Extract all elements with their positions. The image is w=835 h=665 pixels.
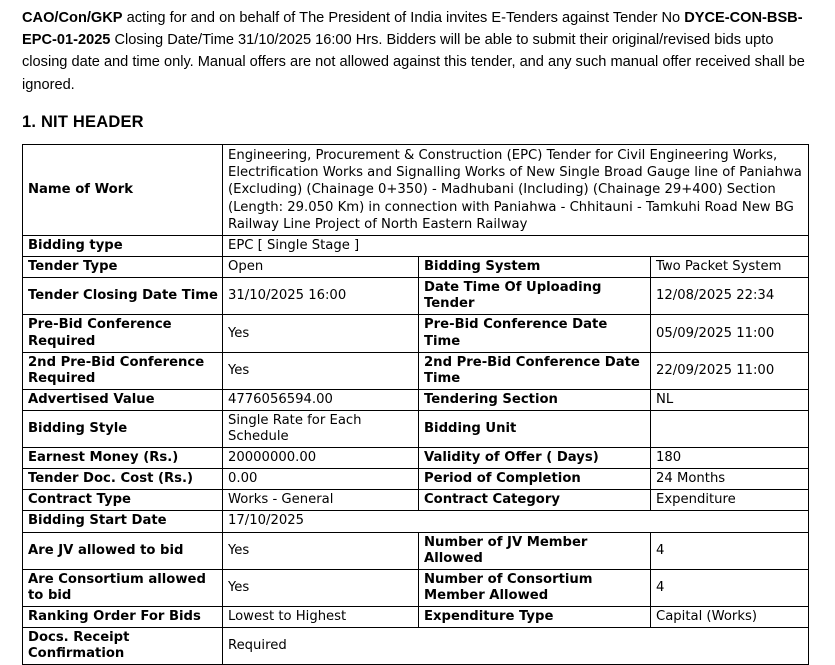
row-label-secondary: Bidding Unit xyxy=(419,410,651,447)
row-label: Earnest Money (Rs.) xyxy=(23,448,223,469)
row-value: Yes xyxy=(223,532,419,569)
row-value: 31/10/2025 16:00 xyxy=(223,278,419,315)
table-row xyxy=(23,315,809,352)
nit-header-table-container xyxy=(0,132,835,665)
tender-number: DYCE-CON-BSB-EPC-01-2025 xyxy=(22,10,803,49)
table-row xyxy=(23,236,809,257)
row-value: Yes xyxy=(223,569,419,606)
row-value: Open xyxy=(223,257,419,278)
row-value-secondary: 180 xyxy=(651,448,809,469)
table-row xyxy=(23,469,809,490)
row-label: Tender Doc. Cost (Rs.) xyxy=(23,469,223,490)
intro-text-part-2: Closing Date/Time 31/10/2025 16:00 Hrs. Bidders will be able to submit their original/revised bids upto closing date and time only. Manual offers are not allowed against this tender, and any such manual offer received shall be ignored. xyxy=(22,32,805,93)
row-label: 2nd Pre-Bid Conference Required xyxy=(23,352,223,389)
intro-text-part-1: acting for and on behalf of The President of India invites E-Tenders against Tender No xyxy=(122,10,685,26)
row-value: EPC [ Single Stage ] xyxy=(223,236,809,257)
row-value: Engineering, Procurement & Construction (EPC) Tender for Civil Engineering Works, Electrification Works and Signalling Works of New Single Broad Gauge line of Paniahwa (Excluding) (Chainage 0+350) - Madhubani (Including) (Chainage 29+400) Section (Length: 29.050 Km) in connection with Paniahwa - Chhitauni - Tamkuhi Road New BG Railway Line Project of North Eastern Railway xyxy=(223,144,809,235)
row-value-secondary: 22/09/2025 11:00 xyxy=(651,352,809,389)
nit-header-table xyxy=(22,144,809,665)
table-row xyxy=(23,606,809,627)
row-value-secondary: 05/09/2025 11:00 xyxy=(651,315,809,352)
table-row xyxy=(23,278,809,315)
row-value-secondary: NL xyxy=(651,389,809,410)
row-label-secondary: Period of Completion xyxy=(419,469,651,490)
row-label: Advertised Value xyxy=(23,389,223,410)
table-row xyxy=(23,569,809,606)
row-value: Works - General xyxy=(223,490,419,511)
row-value-secondary: 4 xyxy=(651,569,809,606)
row-value-secondary: 4 xyxy=(651,532,809,569)
row-value-secondary: 24 Months xyxy=(651,469,809,490)
row-value-secondary xyxy=(651,410,809,447)
row-label: Contract Type xyxy=(23,490,223,511)
row-label: Name of Work xyxy=(23,144,223,235)
row-label: Are Consortium allowed to bid xyxy=(23,569,223,606)
row-label: Are JV allowed to bid xyxy=(23,532,223,569)
row-value-secondary: Expenditure xyxy=(651,490,809,511)
row-label-secondary: Pre-Bid Conference Date Time xyxy=(419,315,651,352)
row-value: Lowest to Highest xyxy=(223,606,419,627)
row-value-secondary: Two Packet System xyxy=(651,257,809,278)
row-label-secondary: Date Time Of Uploading Tender xyxy=(419,278,651,315)
row-value: 0.00 xyxy=(223,469,419,490)
row-label-secondary: Number of JV Member Allowed xyxy=(419,532,651,569)
row-value: 4776056594.00 xyxy=(223,389,419,410)
tender-intro-paragraph xyxy=(0,0,835,96)
row-label-secondary: Tendering Section xyxy=(419,389,651,410)
row-label: Ranking Order For Bids xyxy=(23,606,223,627)
row-value-secondary: Capital (Works) xyxy=(651,606,809,627)
table-row xyxy=(23,511,809,532)
row-value: Yes xyxy=(223,315,419,352)
nit-header-table-body xyxy=(23,144,809,664)
table-row xyxy=(23,389,809,410)
row-label: Bidding Start Date xyxy=(23,511,223,532)
row-label: Bidding type xyxy=(23,236,223,257)
row-label: Tender Closing Date Time xyxy=(23,278,223,315)
row-value: Single Rate for Each Schedule xyxy=(223,410,419,447)
row-label: Tender Type xyxy=(23,257,223,278)
row-value: Required xyxy=(223,627,809,664)
row-value: Yes xyxy=(223,352,419,389)
row-label: Docs. Receipt Confirmation xyxy=(23,627,223,664)
table-row xyxy=(23,627,809,664)
row-label-secondary: Contract Category xyxy=(419,490,651,511)
table-row xyxy=(23,410,809,447)
row-value: 20000000.00 xyxy=(223,448,419,469)
table-row xyxy=(23,490,809,511)
table-row xyxy=(23,448,809,469)
row-value: 17/10/2025 xyxy=(223,511,809,532)
row-label-secondary: Bidding System xyxy=(419,257,651,278)
table-row xyxy=(23,532,809,569)
table-row xyxy=(23,257,809,278)
section-heading-nit-header: 1. NIT HEADER xyxy=(22,112,144,131)
table-row xyxy=(23,144,809,235)
row-value-secondary: 12/08/2025 22:34 xyxy=(651,278,809,315)
row-label: Bidding Style xyxy=(23,410,223,447)
table-row xyxy=(23,352,809,389)
row-label-secondary: Expenditure Type xyxy=(419,606,651,627)
issuing-authority: CAO/Con/GKP xyxy=(22,10,123,26)
row-label-secondary: Number of Consortium Member Allowed xyxy=(419,569,651,606)
row-label: Pre-Bid Conference Required xyxy=(23,315,223,352)
row-label-secondary: 2nd Pre-Bid Conference Date Time xyxy=(419,352,651,389)
row-label-secondary: Validity of Offer ( Days) xyxy=(419,448,651,469)
